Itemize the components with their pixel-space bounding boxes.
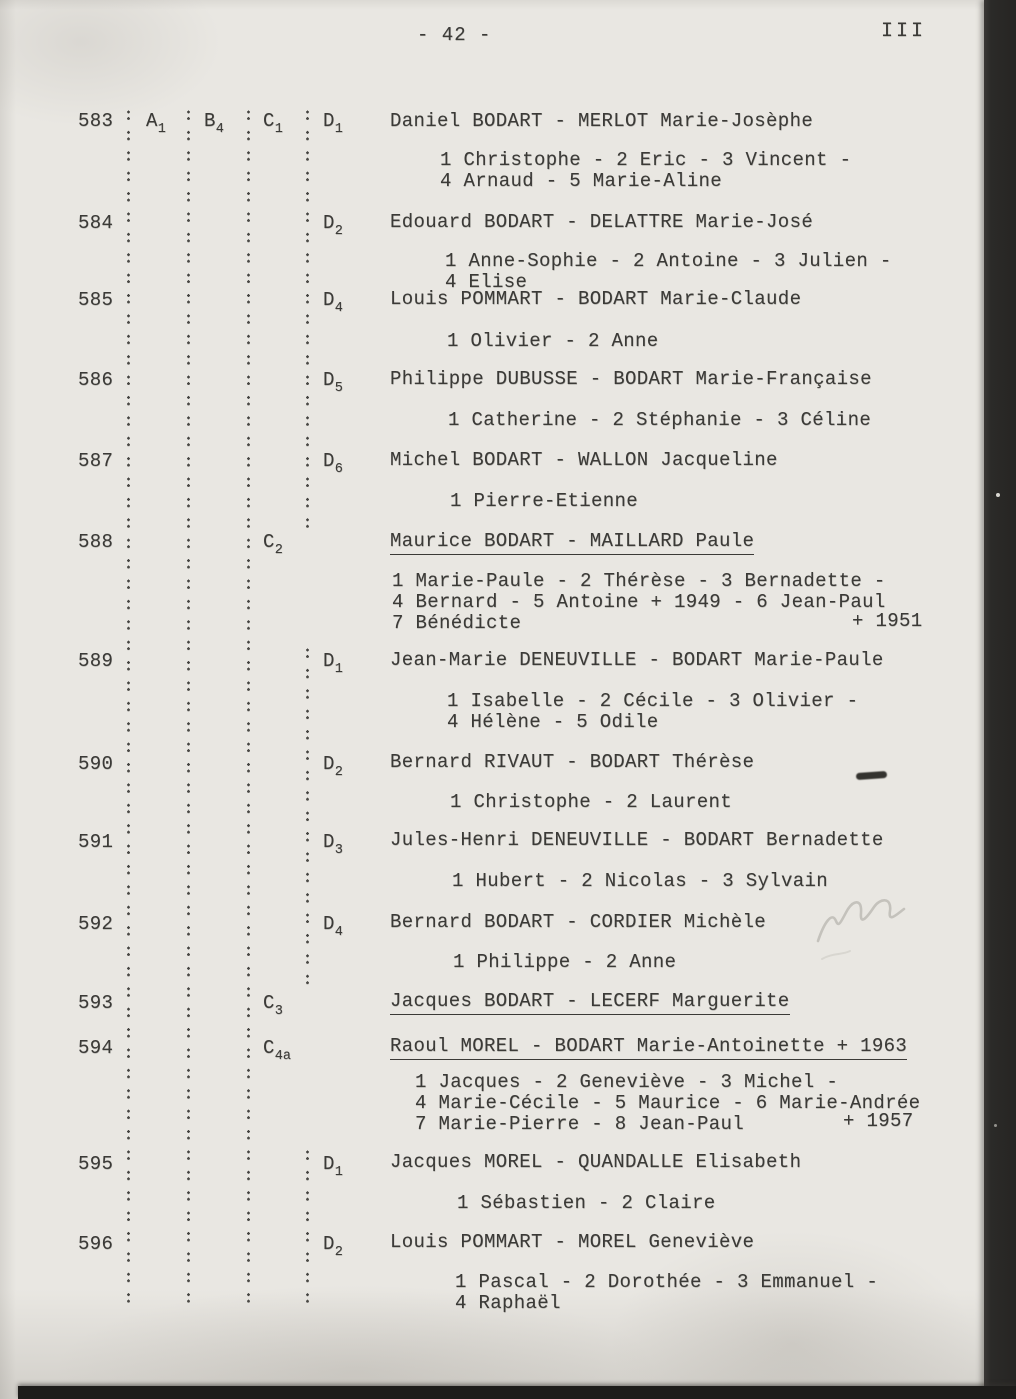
code-letter: B	[204, 110, 216, 132]
children-line: 7 Marie-Pierre - 8 Jean-Paul	[415, 1113, 745, 1135]
lineage-code-d	[323, 1233, 343, 1260]
children-line: 4 Marie-Cécile - 5 Maurice - 6 Marie-Andrée	[415, 1092, 921, 1114]
code-letter: D	[323, 369, 335, 391]
children-line: 1 Anne-Sophie - 2 Antoine - 3 Julien -	[445, 250, 892, 272]
code-subscript: 1	[157, 122, 166, 137]
code-subscript: 2	[334, 1245, 343, 1260]
code-subscript: 6	[334, 462, 343, 477]
section-label: III	[881, 20, 927, 43]
entry-number: 589	[78, 650, 114, 672]
children-line: 4 Hélène - 5 Odile	[447, 711, 659, 733]
children-line: 1 Olivier - 2 Anne	[447, 330, 659, 352]
entry-number: 585	[78, 289, 114, 311]
ink-dash-mark	[856, 771, 887, 780]
entry-number: 594	[78, 1037, 114, 1059]
faint-handwriting-mark	[812, 893, 912, 973]
couple-line	[390, 1035, 907, 1060]
code-subscript: 3	[274, 1004, 283, 1019]
margin-year-note: + 1951	[852, 610, 923, 632]
couple-line: Jacques MOREL - QUANDALLE Elisabeth	[390, 1151, 802, 1173]
code-subscript: 4a	[274, 1049, 291, 1064]
colon-leader-column-c	[246, 108, 251, 1310]
code-letter: D	[323, 450, 335, 472]
couple-line	[390, 990, 790, 1015]
code-subscript: 2	[274, 543, 283, 558]
entry-number: 590	[78, 753, 114, 775]
couple-underlined: Maurice BODART - MAILLARD Paule	[390, 530, 754, 555]
colon-leader-column-d-segment-2	[305, 646, 310, 988]
code-subscript: 4	[334, 925, 343, 940]
couple-line: Jean-Marie DENEUVILLE - BODART Marie-Paule	[390, 649, 884, 671]
code-letter: C	[263, 992, 275, 1014]
couple-line: Edouard BODART - DELATTRE Marie-José	[390, 211, 814, 233]
lineage-code-d	[323, 1153, 343, 1180]
children-line: 1 Marie-Paule - 2 Thérèse - 3 Bernadette -	[392, 570, 886, 592]
entry-number: 583	[78, 110, 114, 132]
code-letter: D	[323, 212, 335, 234]
colon-leader-column-d-segment-1	[305, 108, 310, 528]
code-subscript: 1	[274, 122, 283, 137]
children-line: 4 Arnaud - 5 Marie-Aline	[440, 170, 723, 192]
code-subscript: 1	[334, 1165, 343, 1180]
entry-number: 587	[78, 450, 114, 472]
children-line: 1 Catherine - 2 Stéphanie - 3 Céline	[448, 409, 872, 431]
children-line: 1 Christophe - 2 Laurent	[450, 791, 733, 813]
children-line: 4 Elise	[445, 271, 528, 293]
lineage-code-c	[263, 1037, 291, 1064]
entry-number: 592	[78, 913, 114, 935]
children-line: 1 Sébastien - 2 Claire	[457, 1192, 716, 1214]
children-line: 1 Isabelle - 2 Cécile - 3 Olivier -	[447, 690, 859, 712]
code-letter: D	[323, 650, 335, 672]
couple-underlined: Jacques BODART - LECERF Marguerite	[390, 990, 790, 1015]
code-subscript: 5	[334, 381, 343, 396]
children-line: 1 Jacques - 2 Geneviève - 3 Michel -	[415, 1071, 839, 1093]
page-edge-dark-band	[984, 0, 1016, 1399]
code-letter: D	[323, 1233, 335, 1255]
code-letter: C	[263, 531, 275, 553]
children-line: 7 Bénédicte	[392, 612, 522, 634]
code-subscript: 2	[334, 765, 343, 780]
children-line: 4 Raphaël	[455, 1292, 561, 1314]
code-subscript: 4	[215, 122, 224, 137]
children-line: 1 Pascal - 2 Dorothée - 3 Emmanuel -	[455, 1271, 879, 1293]
entry-number: 596	[78, 1233, 114, 1255]
code-letter: D	[323, 1153, 335, 1175]
entry-number: 595	[78, 1153, 114, 1175]
code-letter: D	[323, 831, 335, 853]
colon-leader-column-d-segment-3	[305, 1148, 310, 1310]
entry-number: 591	[78, 831, 114, 853]
couple-line: Louis POMMART - MOREL Geneviève	[390, 1231, 755, 1253]
code-subscript: 1	[334, 662, 343, 677]
code-letter: D	[323, 753, 335, 775]
code-letter: C	[263, 110, 275, 132]
code-letter: D	[323, 289, 335, 311]
lineage-code-d	[323, 212, 343, 239]
bottom-edge-dark-band	[18, 1386, 1016, 1399]
colon-leader-column-a	[126, 108, 131, 1310]
entry-number: 584	[78, 212, 114, 234]
children-line: 4 Bernard - 5 Antoine + 1949 - 6 Jean-Paul	[392, 591, 886, 613]
children-line: 1 Philippe - 2 Anne	[453, 951, 677, 973]
lineage-code-c	[263, 992, 283, 1019]
code-letter: A	[146, 110, 158, 132]
margin-year-note: + 1957	[843, 1110, 914, 1132]
code-letter: D	[323, 110, 335, 132]
entry-number: 593	[78, 992, 114, 1014]
page-number: - 42 -	[417, 24, 492, 46]
code-subscript: 1	[334, 122, 343, 137]
entry-number: 586	[78, 369, 114, 391]
lineage-code-c	[263, 531, 283, 558]
couple-line: Jules-Henri DENEUVILLE - BODART Bernadette	[390, 829, 884, 851]
children-line: 1 Pierre-Etienne	[450, 490, 639, 512]
code-letter: D	[323, 913, 335, 935]
scan-speck	[996, 493, 1000, 497]
code-subscript: 3	[334, 843, 343, 858]
lineage-code-d	[323, 110, 343, 137]
lineage-code-d	[323, 913, 343, 940]
lineage-code-d	[323, 450, 343, 477]
lineage-code-c	[263, 110, 283, 137]
couple-line: Michel BODART - WALLON Jacqueline	[390, 449, 778, 471]
couple-underlined: Raoul MOREL - BODART Marie-Antoinette + 1963	[390, 1035, 907, 1060]
couple-line	[390, 530, 754, 555]
couple-line: Bernard BODART - CORDIER Michèle	[390, 911, 767, 933]
code-subscript: 2	[334, 224, 343, 239]
colon-leader-column-b	[186, 108, 191, 1310]
couple-line: Philippe DUBUSSE - BODART Marie-Française	[390, 368, 872, 390]
lineage-code-a	[146, 110, 166, 137]
lineage-code-b	[204, 110, 224, 137]
lineage-code-d	[323, 650, 343, 677]
couple-line: Bernard RIVAUT - BODART Thérèse	[390, 751, 755, 773]
couple-line: Louis POMMART - BODART Marie-Claude	[390, 288, 802, 310]
lineage-code-d	[323, 831, 343, 858]
lineage-code-d	[323, 369, 343, 396]
lineage-code-d	[323, 289, 343, 316]
children-line: 1 Christophe - 2 Eric - 3 Vincent -	[440, 149, 852, 171]
couple-line: Daniel BODART - MERLOT Marie-Josèphe	[390, 110, 814, 132]
entry-number: 588	[78, 531, 114, 553]
children-line: 1 Hubert - 2 Nicolas - 3 Sylvain	[452, 870, 829, 892]
scan-speck	[994, 1124, 997, 1127]
code-subscript: 4	[334, 301, 343, 316]
lineage-code-d	[323, 753, 343, 780]
code-letter: C	[263, 1037, 275, 1059]
